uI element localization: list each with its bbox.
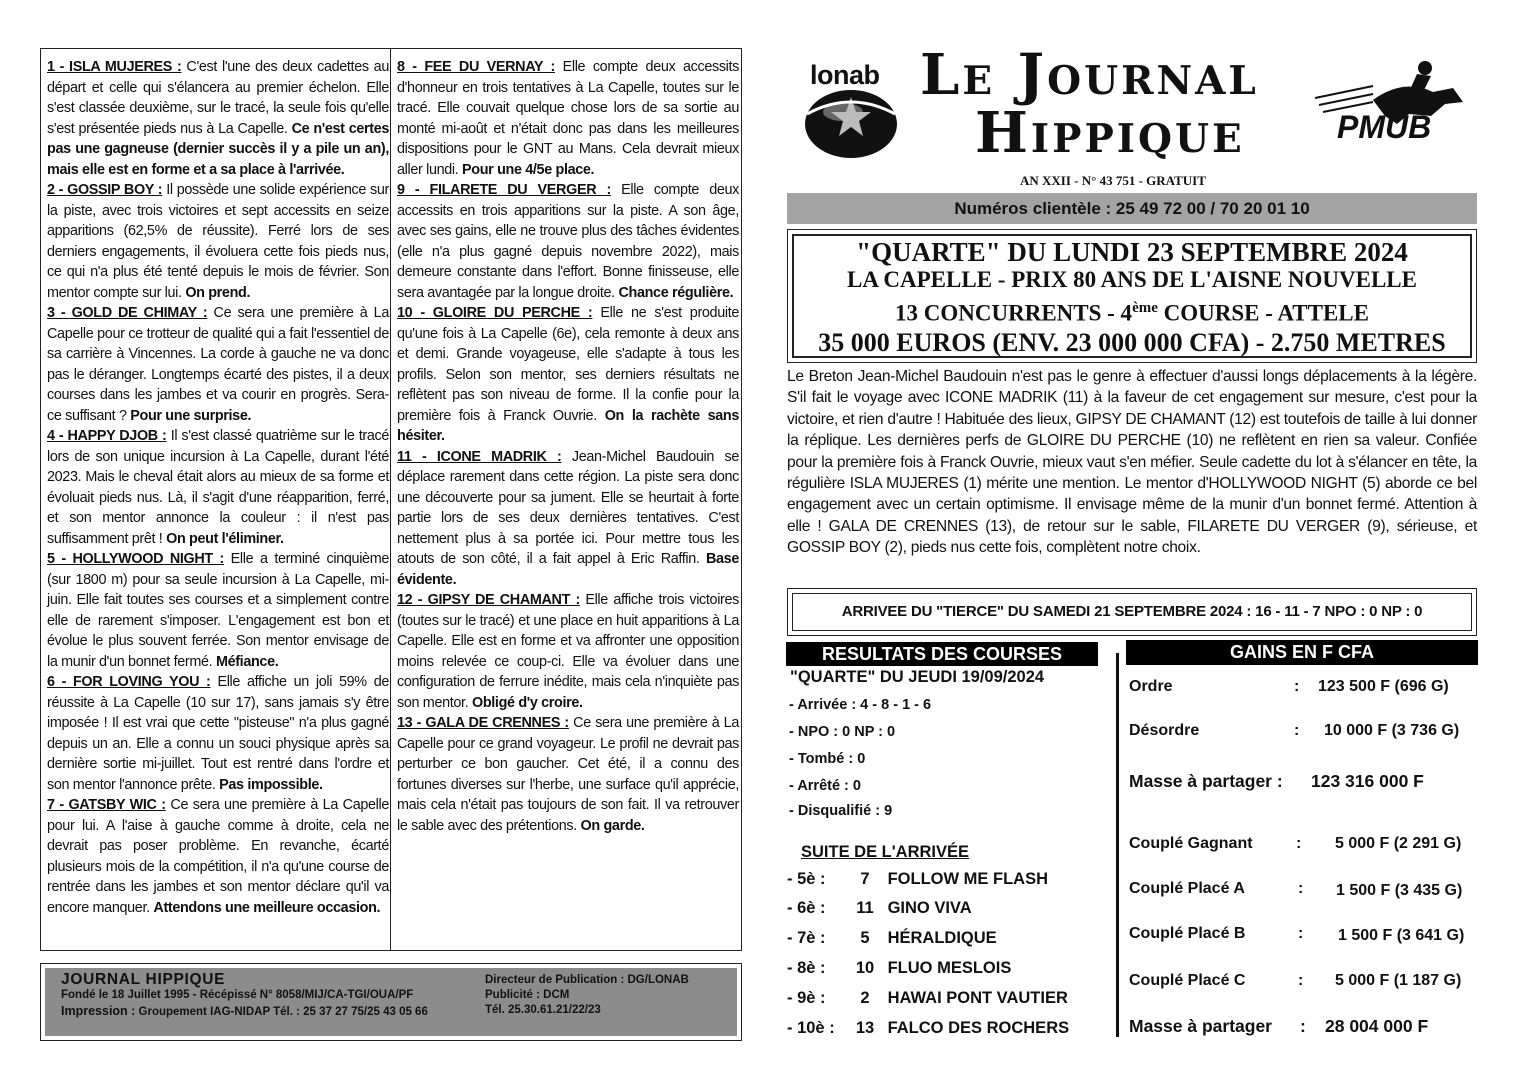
gain-label: Couplé Gagnant — [1129, 835, 1253, 852]
imprint-phone: Tél. 25.30.61.21/22/23 — [485, 1004, 601, 1016]
results-divider — [1116, 653, 1119, 1037]
entry-8: 8 - FEE DU VERNAY : Elle compte deux accessits d'honneur en trois tentatives à La Capelle, toutes sur le tracé. Elle couvait quelque chose lors de sa sortie au monté mi-août et n'était donc pas dans les meilleures dispositions pour le GNT au Mans. Cela devrait mieux aller lundi. Pour une 4/5e place. — [397, 59, 740, 178]
gain-label: Masse à partager — [1129, 1016, 1272, 1036]
lonab-logo-text: lonab — [810, 60, 880, 90]
suite-row: - 8è : 10 FLUO MESLOIS — [787, 959, 1012, 977]
imprint-founded: Fondé le 18 Juillet 1995 - Récépissé N° 8058/MIJ/CA-TGI/OUA/PF — [61, 989, 414, 1001]
result-line: - Arrivée : 4 - 8 - 1 - 6 — [789, 697, 932, 713]
gain-colon: : — [1296, 835, 1302, 852]
entry-2: 2 - GOSSIP BOY : Il possède une solide expérience sur la piste, avec trois victoires et sept accessits en seize apparitions (62,5% de réussite). Ferré lors de ses derniers engagements, il évoluera cette fois pieds nus, ce qui n'a plus été tenté depuis le mois de février. Son mentor compte sur lui. On prend. — [47, 182, 389, 301]
quarte-title-box — [787, 229, 1477, 363]
results-heading: RESULTATS DES COURSES — [786, 642, 1098, 666]
quarte-purse: 35 000 EUROS (ENV. 23 000 000 CFA) - 2.750 METRES — [818, 327, 1446, 357]
entry-10: 10 - GLOIRE DU PERCHE : Elle ne s'est produite qu'une fois à La Capelle (6e), cela remonte à deux ans et demi. Grande voyageuse, elle s'adapte à tous les profils. Selon son mentor, ses derniers résultats ne reflètent pas son niveau de forme. Il la confie pour la première fois à Franck Ouvrie. On la rachète sans hésiter. — [397, 305, 739, 444]
entry-9: 9 - FILARETE DU VERGER : Elle compte deux accessits en trois apparitions sur la piste. A son âge, avec ses gains, elle ne trouve plus des tâches évidentes (elle n'a plus gagné depuis novembre 2022), mais demeure constante dans l'effort. Bonne finisseuse, elle sera avantagée par la longue droite. Chance régulière. — [397, 182, 740, 301]
issue-number: AN XXII - N° 43 751 - GRATUIT — [1020, 173, 1206, 188]
gain-colon: : — [1298, 880, 1304, 897]
gain-value: 10 000 F (3 736 G) — [1324, 722, 1460, 739]
entry-3: 3 - GOLD DE CHIMAY : Ce sera une première à La Capelle pour ce trotteur de qualité qui a fait l'essentiel de sa carrière à Vincennes. La corde à gauche ne va donc pas le déranger. Longtemps écarté des pistes, il a deux courses dans les jambes et va courir en progrès. Sera-ce suffisant ? Pour une surprise. — [47, 305, 389, 424]
imprint-box — [40, 963, 742, 1041]
tierce-arrival-box — [787, 588, 1477, 636]
gain-label: Désordre — [1129, 722, 1200, 739]
column-divider — [390, 49, 391, 950]
gain-value: 5 000 F (1 187 G) — [1335, 972, 1462, 989]
gain-colon: : — [1294, 722, 1300, 739]
result-line: - Arrêté : 0 — [789, 778, 861, 794]
gain-value: 5 000 F (2 291 G) — [1335, 835, 1462, 852]
results-quarte-title: "QUARTE" DU JEUDI 19/09/2024 — [790, 668, 1045, 686]
gain-label: Masse à partager : — [1129, 771, 1283, 791]
gain-value: 1 500 F (3 641 G) — [1338, 927, 1465, 944]
gain-value: 1 500 F (3 435 G) — [1336, 882, 1463, 899]
suite-row: - 7è : 5 HÉRALDIQUE — [787, 929, 997, 947]
suite-arrivee-title: SUITE DE L'ARRIVÉE — [801, 843, 970, 861]
result-line: - NPO : 0 NP : 0 — [789, 724, 896, 740]
entry-13: 13 - GALA DE CRENNES : Ce sera une première à La Capelle pour ce grand voyageur. Le profil ne devrait pas perturber ce bon gaucher. Cet été, il a connu des fortunes diverses sur l'herbe, une surface qu'il apprécie, mais cela n'était pas toujours de son fait. Il va retrouver le sable avec des prétentions. On garde. — [397, 715, 739, 834]
commentary-box — [40, 48, 742, 951]
commentary-column-2 — [397, 57, 739, 836]
gain-colon: : — [1294, 678, 1300, 695]
pmub-logo-text: PMUB — [1337, 109, 1432, 145]
entry-6: 6 - FOR LOVING YOU : Elle affiche un joli 59% de réussite à La Capelle (10 sur 17), sans jamais s'y être imposée ! Il est vrai que cette "pisteuse" n'a plus gagné depuis un an. Elle a connu un souci physique après sa dernière sortie mi-juillet. Tout est rentré dans l'ordre et son mentor l'annonce prête. Pas impossible. — [47, 674, 389, 793]
gain-value: 123 500 F (696 G) — [1318, 678, 1449, 695]
entry-1: 1 - ISLA MUJERES : C'est l'une des deux cadettes au départ et celle qui s'élancera au premier échelon. Elle s'est classée deuxième, sur le tracé, la seule fois qu'elle s'est présentée pieds nus à La Capelle. Ce n'est certes pas une gagneuse (dernier succès il y a pile un an), mais elle est en forme et a sa place à l'arrivée. — [47, 59, 390, 178]
quarte-date: "QUARTE" DU LUNDI 23 SEPTEMBRE 2024 — [856, 237, 1408, 267]
entry-4: 4 - HAPPY DJOB : Il s'est classé quatrième sur le tracé lors de son unique incursion à La Capelle, durant l'été 2023. Mais le cheval était alors au mieux de sa forme et évoluait pieds nus. Là, il s'agit d'une réapparition, ferré, et son mentor annonce la couleur : il n'est pas suffisamment prêt ! On peut l'éliminer. — [47, 428, 389, 547]
result-line: - Disqualifié : 9 — [789, 803, 893, 819]
gain-colon: : — [1300, 1016, 1306, 1036]
suite-row: - 6è : 11 GINO VIVA — [787, 899, 972, 917]
entry-11: 11 - ICONE MADRIK : Jean-Michel Baudouin se déplace rarement dans cette région. La piste sera donc une découverte pour sa jument. Elle se heurtait à forte partie lors de ses deux dernières tentatives. C'est nettement plus à sa portée ici. Pour mettre tous les atouts de son côté, il a fait appel à Eric Raffin. Base évidente. — [397, 448, 739, 588]
suite-row: - 5è : 7 FOLLOW ME FLASH — [787, 870, 1048, 888]
gain-label: Couplé Placé A — [1129, 880, 1245, 897]
imprint-panel — [45, 968, 737, 1036]
suite-row: - 10è : 13 FALCO DES ROCHERS — [787, 1019, 1070, 1037]
quarte-title-inner — [792, 234, 1472, 358]
imprint-advertising: Publicité : DCM — [485, 989, 570, 1001]
commentary-column-1 — [47, 57, 389, 918]
tierce-arrival-text: ARRIVEE DU "TIERCE" DU SAMEDI 21 SEPTEMBRE 2024 : 16 - 11 - 7 NPO : 0 NP : 0 — [792, 593, 1472, 631]
imprint-director: Directeur de Publication : DG/LONAB — [485, 974, 689, 986]
entry-12: 12 - GIPSY DE CHAMANT : Elle affiche trois victoires (toutes sur le tracé) et une place en huit apparitions à La Capelle. Elle est en forme et va affronter une opposition moins relevée ce coup-ci. Elle va évoluer dans une configuration de ferrure inédite, mais cela n'inquiète pas son mentor. Obligé d'y croire. — [397, 592, 739, 711]
gain-colon: : — [1298, 925, 1304, 942]
gains-heading: GAINS EN F CFA — [1126, 640, 1478, 665]
quarte-runners: 13 CONCURRENTS - 4ème COURSE - ATTELE — [895, 300, 1369, 326]
result-line: - Tombé : 0 — [789, 751, 866, 767]
suite-row: - 9è : 2 HAWAI PONT VAUTIER — [787, 989, 1068, 1007]
gain-label: Couplé Placé C — [1129, 972, 1246, 989]
gain-colon: : — [1298, 972, 1304, 989]
imprint-printing: Impression : Groupement IAG-NIDAP Tél. : 25 37 27 75/25 43 05 66 — [61, 1004, 428, 1018]
gain-label: Couplé Placé B — [1129, 925, 1246, 942]
entry-7: 7 - GATSBY WIC : Ce sera une première à La Capelle pour lui. A l'aise à gauche comme à droite, cela ne devrait pas poser problème. En revanche, écarté plusieurs mois de la compétition, il n'a qu'une course de rentrée dans les jambes et son mentor déclare qu'il va encore manquer. Attendons une meilleure occasion. — [47, 797, 389, 916]
imprint-title: JOURNAL HIPPIQUE — [61, 971, 226, 988]
masthead-line-1: Le Journal — [920, 42, 1259, 108]
gain-value: 28 004 000 F — [1325, 1016, 1429, 1036]
entry-5: 5 - HOLLYWOOD NIGHT : Elle a terminé cinquième (sur 1800 m) pour sa seule incursion à La Capelle, mi-juin. Elle fait toutes ses courses et a simplement contre elle de rarement s'imposer. L'engagement est bon et évolue le plus souvent ferrée. Son mentor envisage de la munir d'un bonnet fermé. Méfiance. — [47, 551, 389, 670]
gain-label: Ordre — [1129, 678, 1173, 695]
quarte-prize: LA CAPELLE - PRIX 80 ANS DE L'AISNE NOUVELLE — [846, 267, 1417, 292]
gain-value: 123 316 000 F — [1311, 771, 1424, 791]
masthead-line-2: Hippique — [975, 100, 1245, 166]
client-numbers-bar: Numéros clientèle : 25 49 72 00 / 70 20 01 10 — [787, 193, 1477, 224]
pronostic-text: Le Breton Jean-Michel Baudouin n'est pas le genre à effectuer d'aussi longs déplacements à la légère. S'il fait le voyage avec ICONE MADRIK (11) à la faveur de cet engagement sur mesure, c'est pour la victoire, et rien d'autre ! Habituée des lieux, GIPSY DE CHAMANT (12) est toutefois de taille à lui donner la réplique. Les dernières perfs de GLOIRE DU PERCHE (10) ne reflètent en rien sa valeur. Confiée pour la première fois à Franck Ouvrie, mieux vaut s'en méfier. Seule cadette du lot à s'élancer en tête, la régulière ISLA MUJERES (1) mérite une mention. Le mentor d'HOLLYWOOD NIGHT (5) aborde ce bel engagement avec un certain optimisme. Il envisage même de la munir d'un bonnet fermé. Attention à elle ! GALA DE CRENNES (13), de retour sur le sable, FILARETE DU VERGER (9), sérieuse, et GOSSIP BOY (2), pieds nus cette fois, complètent notre choix. — [787, 368, 1477, 557]
